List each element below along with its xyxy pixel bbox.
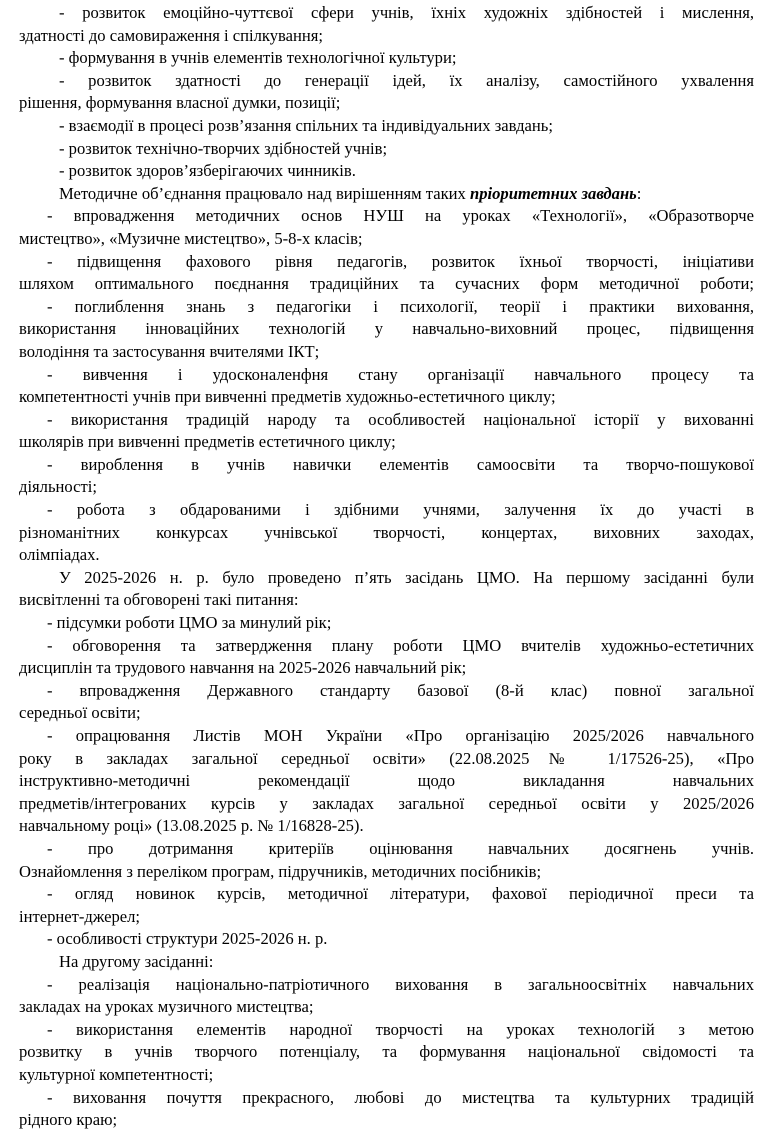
text-line: - взаємодії в процесі розв’язання спільних та індивідуальних завдань; [59, 115, 553, 135]
text-line: - розвиток емоційно-чуттєвої сфери учнів, їхніх художніх здібностей і мислення, [59, 3, 754, 22]
text-line: - впровадження Державного стандарту базової (8-й клас) повної загальної [47, 680, 754, 700]
text-line: інтернет-джерел; [19, 906, 141, 926]
text-line: дисциплін та трудового навчання на 2025-2026 навчальний рік; [19, 658, 467, 678]
text-line: навчальному році» (13.08.2025 р. № 1/16828-25). [19, 816, 364, 836]
text-line: - поглиблення знань з педагогіки і психології, теорії і практики виховання, [47, 296, 754, 316]
text-line: - впровадження методичних основ НУШ на уроках «Технології», «Образотворче [47, 206, 754, 226]
text-line: олімпіадах. [19, 545, 100, 565]
text-line: культурної компетентності; [19, 1064, 214, 1084]
text-line: - вивчення і удосконаленфня стану організації навчального процесу та [47, 364, 754, 384]
text-line: володіння та застосування вчителями ІКТ; [19, 341, 320, 361]
text-line: шляхом оптимального поєднання традиційних та сучасних форм методичної роботи; [19, 274, 754, 294]
text-line: закладах на уроках музичного мистецтва; [19, 997, 314, 1017]
text-line: - виховання почуття прекрасного, любові до мистецтва та культурних традицій [47, 1087, 754, 1107]
text-line: - використання традицій народу та особливостей національної історії у вихованні [47, 409, 754, 429]
text-line: - розвиток технічно-творчих здібностей учнів; [59, 138, 388, 158]
text-line: - реалізація національно-патріотичного виховання в загальноосвітніх навчальних [47, 974, 754, 994]
text-line: - підвищення фахового рівня педагогів, розвиток їхньої творчості, ініціативи [47, 251, 754, 271]
text-line: Ознайомлення з переліком програм, підручників, методичних посібників; [19, 861, 542, 881]
text-line: інструктивно-методичні рекомендації щодо викладання навчальних [19, 771, 754, 791]
section-intro [19, 183, 754, 206]
intro-text: Методичне об’єднання працювало над вирішенням таких [59, 183, 470, 203]
text-line: - підсумки роботи ЦМО за минулий рік; [47, 613, 332, 633]
text-line: рідного краю; [19, 1110, 118, 1130]
intro-colon: : [636, 183, 642, 203]
text-line: компетентності учнів при вивченні предметів художньо-естетичного циклу; [19, 387, 556, 407]
text-line: - особливості структури 2025-2026 н. р. [47, 929, 328, 949]
text-line: діяльності; [19, 477, 97, 497]
text-line: предметів/інтегрованих курсів у закладах загальної середньої освіти у 2025/2026 [19, 793, 754, 813]
text-line: - опрацювання Листів МОН України «Про організацію 2025/2026 навчального [47, 726, 754, 745]
text-line: використання інноваційних технологій у навчально-виховний процес, підвищення [19, 319, 754, 339]
text-line: - розвиток здоров’язберігаючих чинників. [59, 161, 356, 181]
text-line: - розвиток здатності до генерації ідей, їх аналізу, самостійного ухвалення [59, 70, 754, 90]
text-line: - вироблення в учнів навички елементів самоосвіти та творчо-пошукової [47, 454, 754, 474]
priority-tasks-heading: пріоритетних завдань [469, 183, 637, 203]
text-line: рішення, формування власної думки, позиції; [19, 93, 341, 113]
text-line: висвітленні та обговорені такі питання: [19, 590, 299, 610]
text-line: розвитку в учнів творчого потенціалу, та формування національної свідомості та [19, 1042, 754, 1062]
text-line: школярів при вивченні предметів естетичного циклу; [19, 432, 396, 452]
text-line: - про дотримання критеріїв оцінювання навчальних досягнень учнів. [47, 838, 754, 858]
text-line: різноманітних конкурсах учнівської творчості, концертах, виховних заходах, [19, 522, 754, 542]
text-line: року в закладах загальної середньої освіти» (22.08.2025№ 1/17526-25), «Про [19, 748, 754, 768]
text-line: - формування в учнів елементів технологічної культури; [59, 48, 457, 68]
text-line: здатності до самовираження і спілкування; [19, 25, 324, 45]
text-line: середньої освіти; [19, 703, 141, 723]
text-line: У 2025-2026 н. р. було проведено п’ять засідань ЦМО. На першому засіданні були [59, 567, 754, 587]
text-line: - робота з обдарованими і здібними учнями, залучення їх до участі в [47, 500, 754, 520]
text-line: - використання елементів народної творчості на уроках технологій з метою [47, 1019, 754, 1039]
text-line: - огляд новинок курсів, методичної літератури, фахової періодичної преси та [47, 884, 754, 904]
text-line: - обговорення та затвердження плану роботи ЦМО вчителів художньо-естетичних [47, 635, 754, 655]
text-line: На другому засіданні: [59, 951, 214, 971]
text-line: мистецтво», «Музичне мистецтво», 5-8-х класів; [19, 228, 363, 248]
